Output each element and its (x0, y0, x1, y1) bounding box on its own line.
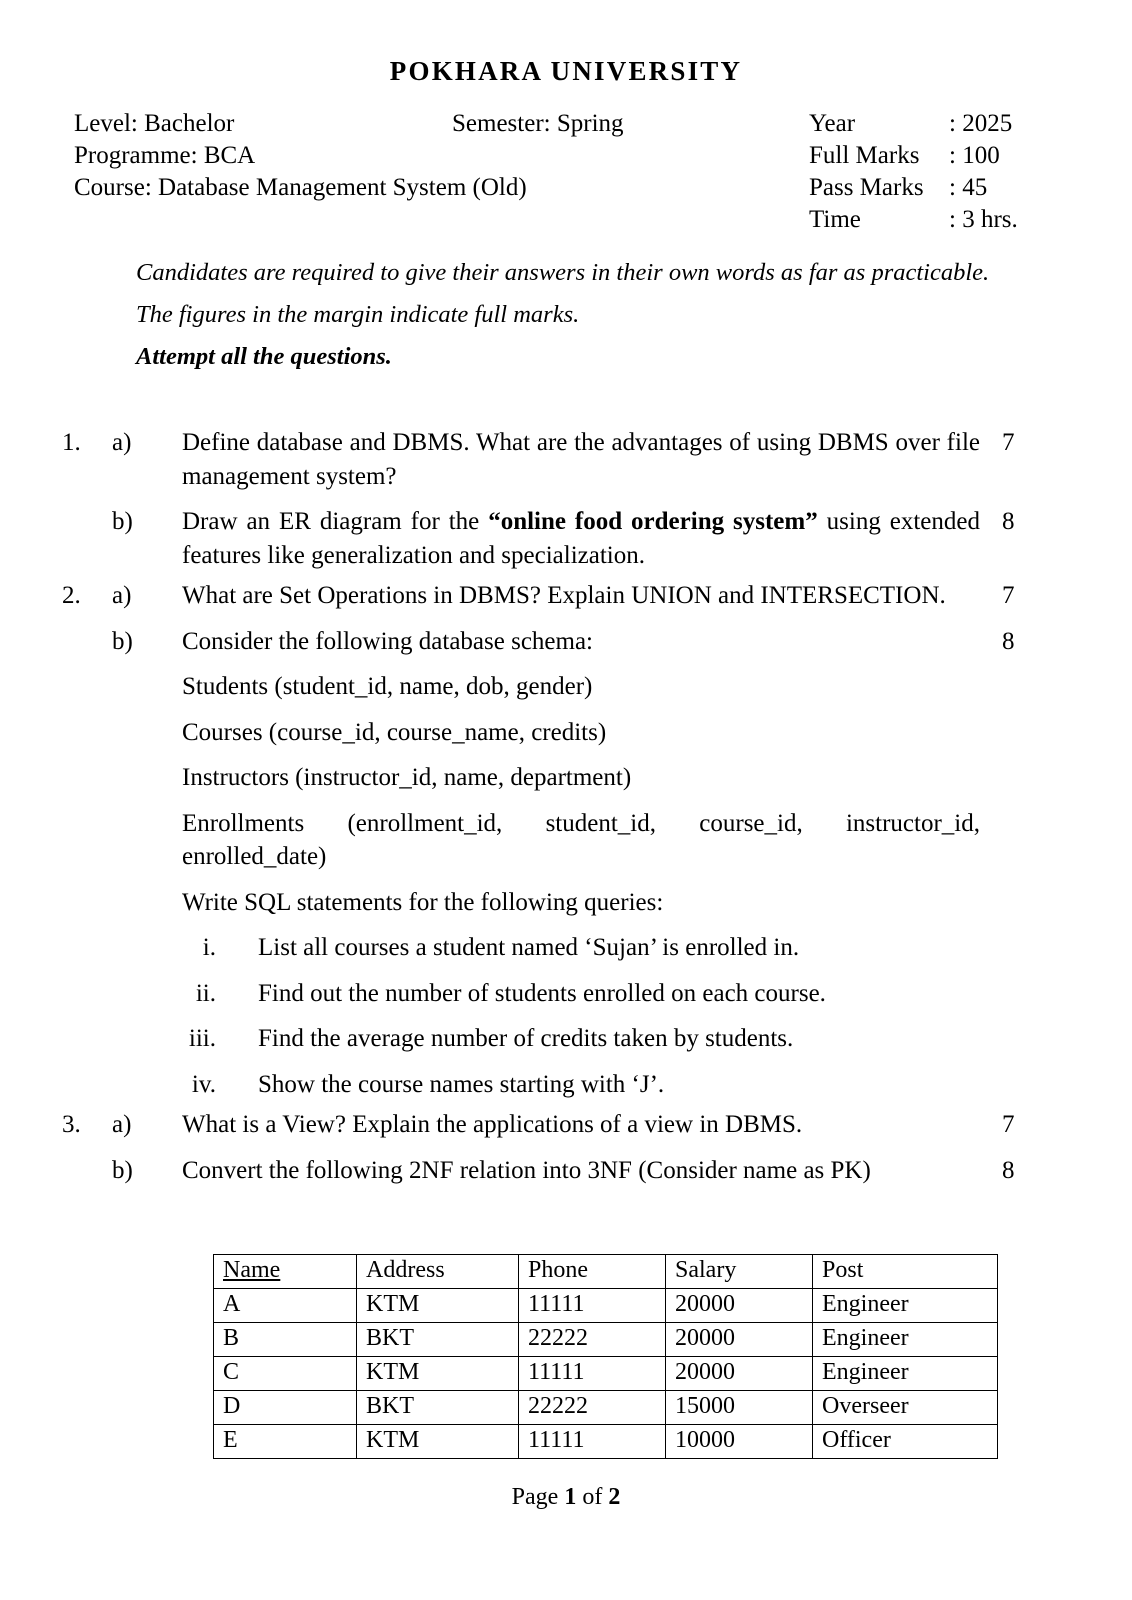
table-header-cell (214, 1255, 357, 1289)
question-letter: a) (112, 429, 132, 456)
primary-key-header: Name (223, 1257, 281, 1283)
table-cell: C (214, 1357, 357, 1391)
year-value: : 2025 (949, 110, 1013, 137)
instructions-block (136, 256, 996, 382)
table-cell: Overseer (813, 1391, 998, 1425)
table-cell: BKT (357, 1391, 519, 1425)
question-2a (0, 579, 1132, 613)
relation-table (213, 1254, 998, 1459)
question-number: 1. (62, 429, 81, 456)
instruction-line-2: The figures in the margin indicate full marks. (136, 301, 580, 328)
sql-subitem-iii (0, 1022, 1132, 1056)
table-header-cell: Post (813, 1255, 998, 1289)
table-cell: 20000 (666, 1357, 813, 1391)
question-text: Define database and DBMS. What are the advantages of using DBMS over file management system? (182, 429, 980, 490)
question-2b (0, 625, 1132, 659)
table-cell: 20000 (666, 1289, 813, 1323)
time-label: Time (809, 206, 861, 233)
table-row (214, 1391, 998, 1425)
table-header-cell: Address (357, 1255, 519, 1289)
page-title: POKHARA UNIVERSITY (389, 56, 743, 86)
question-text-part: Draw an ER diagram for the (182, 508, 489, 535)
table-cell: 11111 (519, 1425, 666, 1459)
question-text-part: using extended features like generalization and specialization. (182, 508, 980, 569)
table-cell: D (214, 1391, 357, 1425)
table-cell: Engineer (813, 1323, 998, 1357)
instruction-line-1: Candidates are required to give their answers in their own words as far as practicable. (136, 259, 990, 286)
subitem-text: Find out the number of students enrolled on each course. (258, 979, 826, 1007)
question-3a (0, 1108, 1132, 1142)
schema-relation-enrollments: Enrollments (enrollment_id, student_id, course_id, instructor_id, enrolled_date) (182, 809, 980, 870)
question-letter: b) (112, 627, 133, 655)
table-cell: 20000 (666, 1323, 813, 1357)
table-row (214, 1289, 998, 1323)
subitem-number: ii. (195, 979, 216, 1007)
table-cell: 11111 (519, 1289, 666, 1323)
question-text: What are Set Operations in DBMS? Explain UNION and INTERSECTION. (182, 582, 946, 609)
question-1a (0, 426, 1132, 493)
schema-relation-instructors: Instructors (instructor_id, name, department) (182, 764, 632, 791)
schema-relation-students: Students (student_id, name, dob, gender) (182, 673, 593, 700)
question-marks: 8 (1002, 1156, 1015, 1184)
exam-header-meta (74, 108, 1064, 236)
table-cell: 22222 (519, 1323, 666, 1357)
table-cell: B (214, 1323, 357, 1357)
sql-prompt: Write SQL statements for the following queries: (182, 888, 664, 916)
subitem-text: Show the course names starting with ‘J’. (258, 1070, 665, 1098)
question-1b (0, 505, 1132, 572)
table-cell: E (214, 1425, 357, 1459)
table-row (214, 1323, 998, 1357)
instruction-line-3: Attempt all the questions. (136, 343, 392, 370)
subitem-number: i. (202, 934, 216, 961)
subitem-number: iii. (188, 1025, 216, 1052)
table-cell: BKT (357, 1323, 519, 1357)
question-3b (0, 1154, 1132, 1188)
footer-total-pages: 2 (608, 1484, 621, 1510)
footer-middle: of (576, 1484, 609, 1510)
table-cell: 11111 (519, 1357, 666, 1391)
page-footer (0, 1484, 1132, 1511)
subitem-text: Find the average number of credits taken by students. (258, 1025, 794, 1052)
table-cell: 10000 (666, 1425, 813, 1459)
table-header-row (214, 1255, 998, 1289)
course-label: Course: Database Management System (Old) (74, 174, 527, 201)
header-row (74, 140, 1064, 172)
question-marks: 8 (1002, 508, 1015, 535)
question-text-emphasis: “online food ordering system” (488, 508, 818, 535)
question-marks: 7 (1002, 582, 1015, 609)
question-number: 2. (62, 582, 81, 609)
time-value: : 3 hrs. (949, 206, 1018, 233)
question-letter: a) (112, 582, 132, 609)
question-number: 3. (62, 1111, 81, 1138)
year-label: Year (809, 110, 856, 137)
table-header-cell: Salary (666, 1255, 813, 1289)
pass-marks-value: : 45 (949, 174, 988, 201)
table-row (214, 1357, 998, 1391)
table-row (214, 1425, 998, 1459)
level-label: Level: Bachelor (74, 110, 235, 137)
header-row (74, 172, 1064, 204)
table-cell: Engineer (813, 1357, 998, 1391)
question-text (182, 505, 980, 572)
question-letter: b) (112, 508, 133, 535)
sql-subitem-ii (0, 977, 1132, 1011)
footer-current-page: 1 (564, 1484, 577, 1510)
question-marks: 7 (1002, 1111, 1015, 1138)
programme-label: Programme: BCA (74, 142, 256, 169)
footer-prefix: Page (511, 1484, 565, 1510)
table-cell: KTM (357, 1289, 519, 1323)
table-cell: Engineer (813, 1289, 998, 1323)
question-marks: 7 (1002, 429, 1015, 456)
header-row (74, 204, 1064, 236)
table-header-cell: Phone (519, 1255, 666, 1289)
table-cell: Officer (813, 1425, 998, 1459)
table-cell: KTM (357, 1357, 519, 1391)
question-text: Consider the following database schema: (182, 627, 593, 655)
full-marks-value: : 100 (949, 142, 1000, 169)
subitem-text: List all courses a student named ‘Sujan’ is enrolled in. (258, 934, 800, 961)
table-cell: 15000 (666, 1391, 813, 1425)
question-text: What is a View? Explain the applications of a view in DBMS. (182, 1111, 803, 1138)
sql-subitem-i (0, 931, 1132, 965)
table-cell: KTM (357, 1425, 519, 1459)
subitem-number: iv. (191, 1070, 216, 1098)
table-cell: A (214, 1289, 357, 1323)
question-letter: a) (112, 1111, 132, 1138)
questions-list (0, 426, 1132, 1187)
sql-subitem-iv (0, 1068, 1132, 1102)
pass-marks-label: Pass Marks (809, 174, 924, 201)
header-row (74, 108, 1064, 140)
table-cell: 22222 (519, 1391, 666, 1425)
full-marks-label: Full Marks (809, 142, 920, 169)
question-letter: b) (112, 1156, 133, 1184)
semester-label: Semester: Spring (452, 110, 624, 137)
schema-relation-courses: Courses (course_id, course_name, credits) (182, 718, 607, 746)
question-text: Convert the following 2NF relation into 3NF (Consider name as PK) (182, 1156, 871, 1184)
question-marks: 8 (1002, 627, 1015, 655)
